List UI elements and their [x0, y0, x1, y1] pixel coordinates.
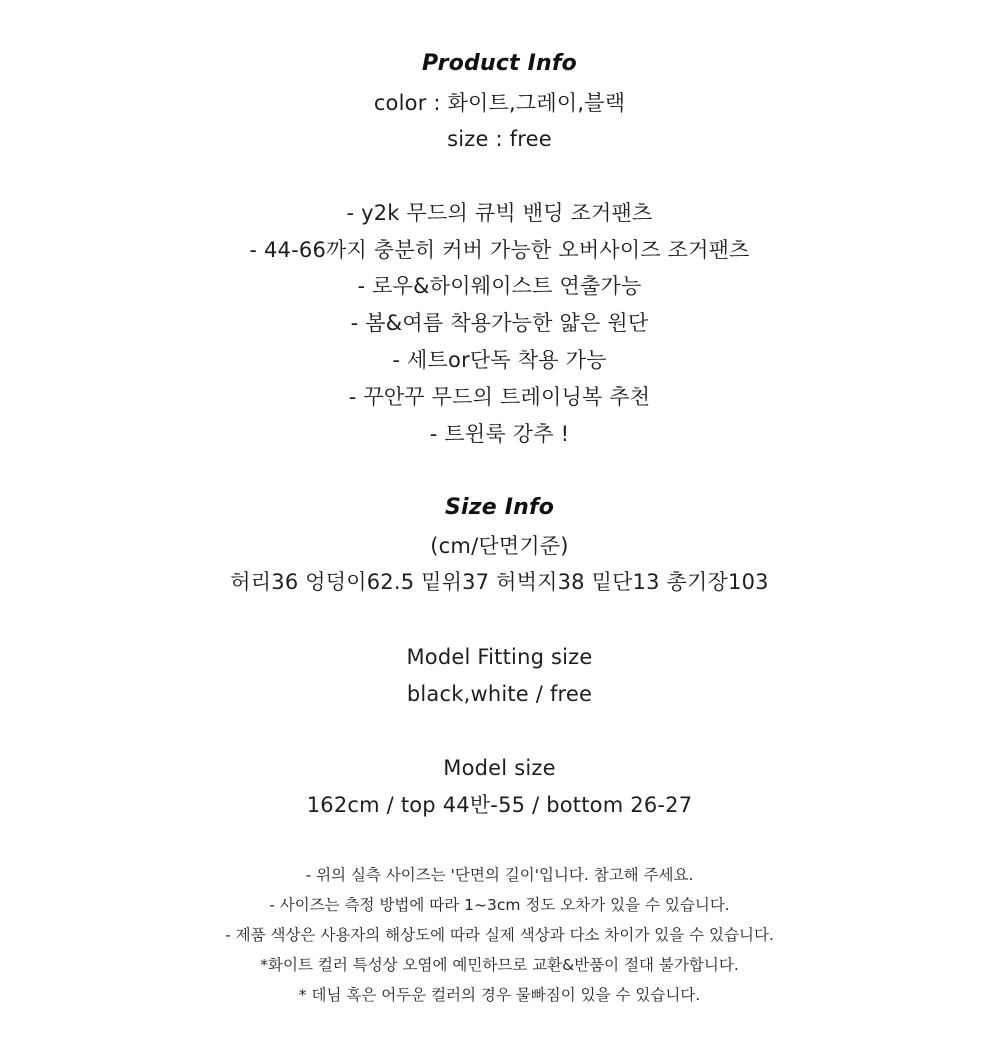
model-size-value: 162cm / top 44반-55 / bottom 26-27 [306, 793, 693, 817]
model-fitting-title: Model Fitting size [406, 645, 593, 669]
product-size-line: size : free [447, 127, 552, 151]
feature-item: - 봄&여름 착용가능한 얇은 원단 [350, 311, 649, 335]
notice-line: - 제품 색상은 사용자의 해상도에 따라 실제 색상과 다소 차이가 있을 수 있습니다. [225, 926, 774, 944]
size-measurements: 허리36 엉덩이62.5 밑위37 허벅지38 밑단13 총기장103 [230, 570, 769, 594]
model-fitting-value: black,white / free [406, 682, 593, 706]
product-info-heading: Product Info [422, 51, 577, 76]
feature-item: - 세트or단독 착용 가능 [392, 348, 607, 372]
feature-item: - 44-66까지 충분히 커버 가능한 오버사이즈 조거팬츠 [249, 238, 750, 262]
feature-item: - 꾸안꾸 무드의 트레이닝복 추천 [348, 385, 651, 409]
feature-item: - y2k 무드의 큐빅 밴딩 조거팬츠 [346, 201, 653, 225]
size-info-heading: Size Info [444, 495, 555, 520]
notice-line: - 위의 실측 사이즈는 '단면의 길이'입니다. 참고해 주세요. [305, 866, 694, 884]
size-info-unit: (cm/단면기준) [430, 534, 569, 558]
model-size-title: Model size [443, 756, 556, 780]
feature-item: - 로우&하이웨이스트 연출가능 [357, 274, 642, 298]
notice-line: * 데님 혹은 어두운 컬러의 경우 물빠짐이 있을 수 있습니다. [298, 986, 701, 1004]
feature-item: - 트윈룩 강추 ! [429, 422, 570, 446]
notice-line: - 사이즈는 측정 방법에 따라 1~3cm 정도 오차가 있을 수 있습니다. [269, 896, 730, 914]
notice-line: *화이트 컬러 특성상 오염에 예민하므로 교환&반품이 절대 불가합니다. [260, 956, 739, 974]
product-color-line: color : 화이트,그레이,블랙 [373, 91, 626, 115]
